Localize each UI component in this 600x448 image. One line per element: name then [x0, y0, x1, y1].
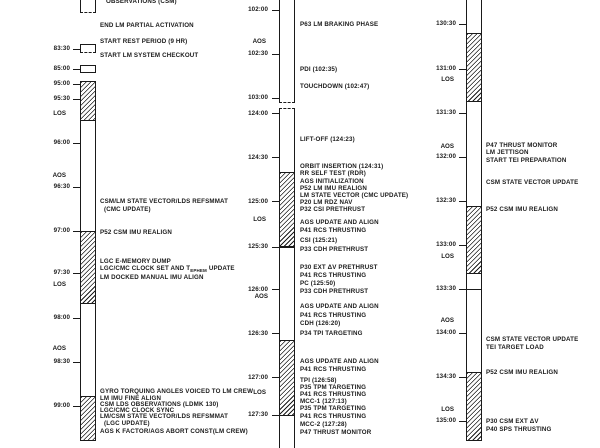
event-label: P41 RCS THRUSTING	[300, 413, 367, 420]
event-label: AGS UPDATE AND ALIGN	[300, 303, 379, 310]
time-tick	[459, 24, 466, 25]
signal-label-aos: AOS	[440, 143, 454, 150]
event-label: P52 LM IMU REALIGN	[300, 185, 367, 192]
time-tick	[459, 69, 466, 70]
time-label: 134:30	[436, 373, 456, 380]
los-period-hatch	[279, 172, 295, 247]
event-label: P41 RCS THRUSTING	[300, 227, 367, 234]
time-label: 99:00	[53, 402, 70, 409]
event-label: MCC-2 (127:28)	[300, 421, 347, 428]
event-label: P35 TPM TARGETING	[300, 405, 367, 412]
event-label: LM STATE VECTOR (CMC UPDATE)	[300, 192, 409, 199]
event-label: AGS K FACTOR/AGS ABORT CONST(LM CREW)	[100, 428, 248, 435]
event-text: LGC/CMC CLOCK SET AND T	[100, 265, 191, 272]
los-period-hatch	[80, 231, 96, 304]
time-label: 134:00	[436, 329, 456, 336]
event-label: GYRO TORQUING ANGLES VOICED TO LM CREW	[100, 388, 254, 395]
timeline-column-3	[420, 0, 600, 436]
event-label: LIFT-OFF (124:23)	[300, 136, 355, 143]
time-tick	[272, 333, 279, 334]
los-period-hatch	[466, 33, 482, 102]
event-label: TOUCHDOWN (102:47)	[300, 83, 370, 90]
event-label: P33 CDH PRETHRUST	[300, 246, 369, 253]
event-label: P47 THRUST MONITOR	[300, 429, 372, 436]
time-label: 130:30	[436, 20, 456, 27]
event-label: CSM/LM STATE VECTOR/LDS REFSMMAT	[100, 198, 229, 205]
event-label: END LM PARTIAL ACTIVATION	[100, 22, 194, 29]
event-label: P30 CSM EXT ΔV	[486, 418, 539, 425]
event-label: PC (125:50)	[300, 280, 336, 287]
time-tick	[73, 49, 80, 50]
timeline-box-lm-partial	[80, 44, 96, 53]
los-period-hatch	[80, 81, 96, 121]
time-tick	[459, 157, 466, 158]
time-tick	[272, 289, 279, 290]
signal-label-aos: AOS	[52, 172, 66, 179]
time-label: 131:00	[436, 65, 456, 72]
time-label: 132:00	[436, 153, 456, 160]
event-label: P52 CSM IMU REALIGN	[486, 369, 558, 376]
time-tick	[73, 84, 80, 85]
time-tick	[272, 377, 279, 378]
event-label: LM JETTISON	[486, 149, 529, 156]
time-tick	[459, 289, 481, 290]
event-label: P52 CSM IMU REALIGN	[486, 206, 558, 213]
time-label: 98:00	[53, 314, 70, 321]
time-label: 97:00	[53, 227, 70, 234]
los-period-hatch	[466, 372, 482, 441]
signal-label-aos: AOS	[254, 293, 268, 300]
signal-label-los: LOS	[253, 216, 266, 223]
event-label: AGS UPDATE AND ALIGN	[300, 358, 379, 365]
time-tick	[459, 201, 466, 202]
time-label: 85:00	[53, 65, 70, 72]
time-label: 83:30	[53, 45, 70, 52]
timeline-bar-landing	[279, 0, 295, 103]
timeline-box-rest	[80, 65, 96, 73]
event-label: P47 THRUST MONITOR	[486, 142, 558, 149]
event-label: CSM LDS OBSERVATIONS (LDMK 130)	[100, 401, 219, 408]
event-label: P33 CDH PRETHRUST	[300, 288, 369, 295]
signal-label-los: LOS	[53, 110, 66, 117]
event-label: P41 RCS THRUSTING	[300, 366, 367, 373]
time-label: 127:30	[248, 411, 268, 418]
los-period-hatch	[80, 396, 96, 441]
time-label: 96:30	[53, 183, 70, 190]
time-label: 125:00	[248, 198, 268, 205]
timeline-box-observations	[80, 0, 96, 13]
time-label: 102:30	[248, 50, 268, 57]
time-tick	[73, 99, 80, 100]
time-tick	[272, 201, 279, 202]
event-label: AGS UPDATE AND ALIGN	[300, 219, 379, 226]
event-label: P52 CSM IMU REALIGN	[100, 229, 172, 236]
time-label: 135:00	[436, 417, 456, 424]
time-tick	[73, 187, 80, 188]
time-tick	[459, 245, 466, 246]
time-tick	[272, 157, 279, 158]
time-tick	[73, 143, 80, 144]
signal-label-los: LOS	[441, 406, 454, 413]
time-label: 126:00	[248, 286, 268, 293]
signal-label-aos: AOS	[440, 317, 454, 324]
time-label: 126:30	[248, 330, 268, 337]
event-label: (CMC UPDATE)	[104, 206, 151, 213]
time-label: 95:30	[53, 95, 70, 102]
time-tick	[73, 406, 80, 407]
time-label: 95:00	[53, 80, 70, 87]
time-label: 97:30	[53, 269, 70, 276]
signal-label-los: LOS	[253, 389, 266, 396]
event-label: ORBIT INSERTION (124:31)	[300, 163, 384, 170]
time-tick	[272, 54, 279, 55]
time-label: 133:00	[436, 241, 456, 248]
event-label: START LM SYSTEM CHECKOUT	[100, 52, 199, 59]
time-tick	[459, 333, 466, 334]
time-tick	[272, 113, 279, 114]
event-label: CSM STATE VECTOR UPDATE	[486, 336, 579, 343]
event-label: PDI (102:35)	[300, 66, 338, 73]
event-label: (LGC UPDATE)	[104, 420, 150, 427]
event-label: P30 EXT ΔV PRETHRUST	[300, 264, 378, 271]
event-label: P20 LM RDZ NAV	[300, 199, 353, 206]
event-label: CSI (125:21)	[300, 237, 338, 244]
time-tick	[73, 362, 80, 363]
event-label: START TEI PREPARATION	[486, 157, 567, 164]
signal-label-los: LOS	[53, 281, 66, 288]
time-label: 103:00	[248, 94, 268, 101]
time-tick	[459, 377, 466, 378]
signal-label-aos: AOS	[252, 38, 266, 45]
time-label: 131:30	[436, 109, 456, 116]
time-label: 98:30	[53, 358, 70, 365]
event-label: TEI TARGET LOAD	[486, 344, 544, 351]
event-label: RR SELF TEST (RDR)	[300, 170, 366, 177]
time-tick	[272, 415, 279, 416]
event-label: P34 TPI TARGETING	[300, 330, 363, 337]
time-label: 124:00	[248, 110, 268, 117]
event-label: START REST PERIOD (9 HR)	[100, 38, 188, 45]
event-label: AGS INITIALIZATION	[300, 178, 364, 185]
event-label: P35 TPM TARGETING	[300, 384, 367, 391]
event-text-after: UPDATE	[206, 265, 235, 272]
signal-label-aos: AOS	[52, 345, 66, 352]
event-label: LGC/CMC CLOCK SYNC	[100, 407, 175, 414]
event-label: P40 SPS THRUSTING	[486, 426, 552, 433]
time-tick	[73, 318, 80, 319]
time-tick	[459, 421, 466, 422]
event-label: LGC E-MEMORY DUMP	[100, 258, 171, 265]
time-tick	[272, 247, 295, 248]
event-label: TPI (126:58)	[300, 377, 337, 384]
time-tick	[272, 98, 279, 99]
time-tick	[73, 69, 80, 70]
event-label: CSM STATE VECTOR UPDATE	[486, 179, 579, 186]
time-label: 96:00	[53, 139, 70, 146]
time-label: 133:30	[436, 285, 456, 292]
event-label: P63 LM BRAKING PHASE	[300, 21, 379, 28]
timeline-column-1	[0, 0, 254, 436]
time-label: 132:30	[436, 197, 456, 204]
event-label: P32 CSI PRETHRUST	[300, 206, 366, 213]
time-tick	[272, 10, 279, 11]
time-label: 102:00	[248, 6, 268, 13]
time-label: 127:00	[248, 374, 268, 381]
event-label: LM DOCKED MANUAL IMU ALIGN	[100, 274, 204, 281]
event-subscript: EPHEM	[190, 268, 207, 274]
event-label: P41 RCS THRUSTING	[300, 272, 367, 279]
time-label: 125:30	[248, 243, 268, 250]
event-label: LM IMU FINE ALIGN	[100, 395, 162, 402]
event-label: MCC-1 (127:13)	[300, 398, 347, 405]
signal-label-los: LOS	[441, 76, 454, 83]
los-period-hatch	[279, 340, 295, 416]
time-tick	[73, 231, 80, 232]
event-label: LM/CSM STATE VECTOR/LDS REFSMMAT	[100, 413, 229, 420]
event-label: OBSERVATIONS (CSM)	[106, 0, 177, 5]
event-label: CDH (126:20)	[300, 320, 341, 327]
timeline-column-2	[230, 0, 420, 436]
event-label: P41 RCS THRUSTING	[300, 312, 367, 319]
los-period-hatch	[466, 206, 482, 274]
time-tick	[459, 113, 466, 114]
time-tick	[73, 273, 80, 274]
signal-label-los: LOS	[441, 253, 454, 260]
time-label: 124:30	[248, 154, 268, 161]
event-label: P41 RCS THRUSTING	[300, 391, 367, 398]
